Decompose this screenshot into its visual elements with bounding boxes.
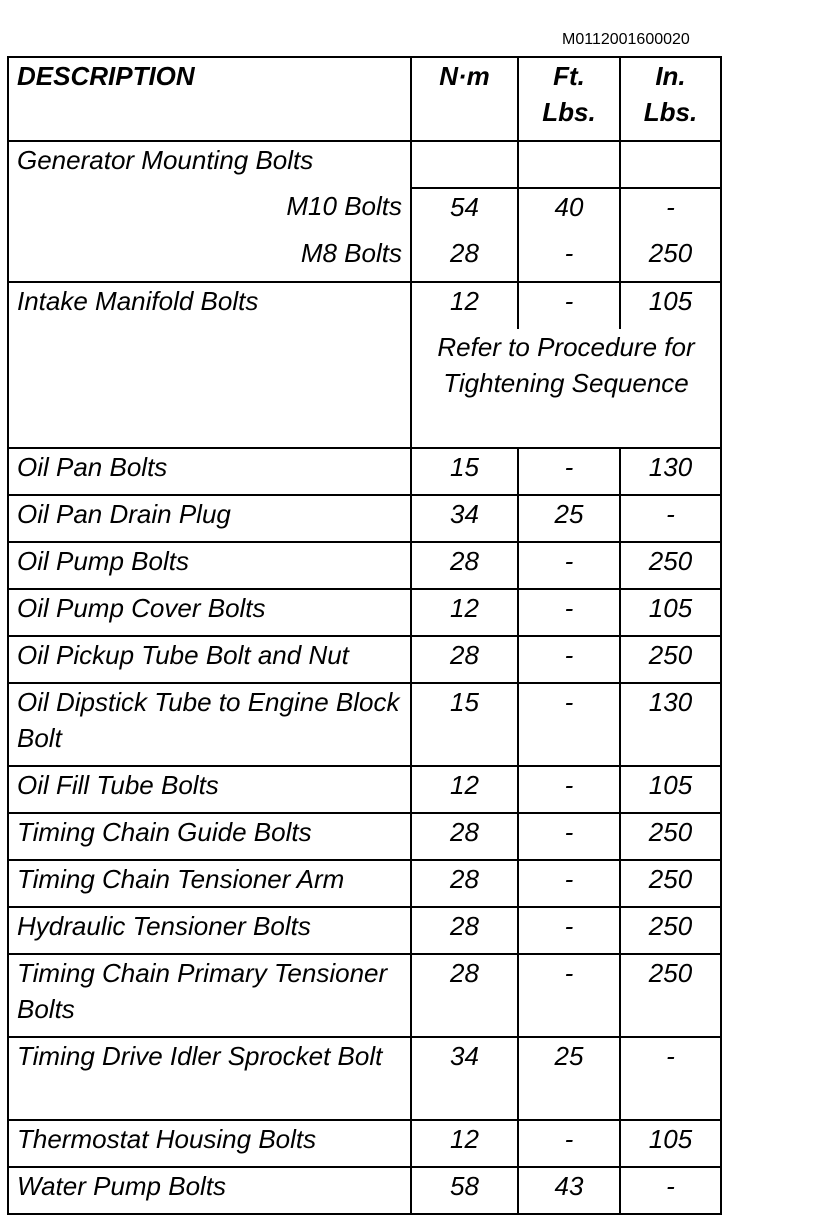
row-ft-lbs: -: [518, 282, 620, 329]
table-row: [8, 542, 721, 589]
table-row: [8, 282, 721, 329]
row-description: Timing Drive Idler Sprocket Bolt: [8, 1037, 411, 1120]
row-nm: 28: [411, 954, 518, 1037]
row-in-lbs: 105: [620, 282, 721, 329]
table-row: [8, 813, 721, 860]
row-nm: 28: [411, 813, 518, 860]
row-ft-lbs: -: [518, 683, 620, 766]
header-row: [8, 57, 721, 141]
row-in-lbs: -: [620, 1167, 721, 1214]
row-nm: 28: [411, 235, 518, 282]
row-description: Oil Pan Bolts: [8, 448, 411, 495]
row-description: Oil Pickup Tube Bolt and Nut: [8, 636, 411, 683]
row-in-lbs: 250: [620, 542, 721, 589]
table-row: [8, 448, 721, 495]
row-ft-lbs: 25: [518, 1037, 620, 1120]
row-ft-lbs: 43: [518, 1167, 620, 1214]
header-ft-lbs: Ft. Lbs.: [518, 57, 620, 141]
row-description: Timing Chain Tensioner Arm: [8, 860, 411, 907]
row-description: Thermostat Housing Bolts: [8, 1120, 411, 1167]
row-in-lbs: 250: [620, 860, 721, 907]
table-row: [8, 954, 721, 1037]
table-row: [8, 589, 721, 636]
row-in-lbs: 250: [620, 813, 721, 860]
row-description: Oil Pan Drain Plug: [8, 495, 411, 542]
row-description: Timing Chain Guide Bolts: [8, 813, 411, 860]
torque-specification-table: [7, 56, 722, 1215]
row-ft-lbs: -: [518, 235, 620, 282]
table-row: [8, 1037, 721, 1120]
table-row: [8, 495, 721, 542]
row-description: Oil Pump Cover Bolts: [8, 589, 411, 636]
row-ft-lbs: -: [518, 907, 620, 954]
row-in-lbs: 105: [620, 589, 721, 636]
row-description: Timing Chain Primary Tensioner Bolts: [8, 954, 411, 1037]
row-ft-lbs: -: [518, 448, 620, 495]
row-ft-lbs: -: [518, 860, 620, 907]
table-row: [8, 188, 721, 235]
row-ft-lbs: -: [518, 766, 620, 813]
row-nm: 58: [411, 1167, 518, 1214]
row-description: Oil Fill Tube Bolts: [8, 766, 411, 813]
header-description: DESCRIPTION: [8, 57, 411, 141]
header-nm: N·m: [411, 57, 518, 141]
row-in-lbs: -: [620, 188, 721, 235]
row-ft-lbs: -: [518, 1120, 620, 1167]
row-description: M8 Bolts: [8, 235, 411, 282]
table-row: [8, 907, 721, 954]
row-in-lbs: 130: [620, 683, 721, 766]
row-nm: 12: [411, 282, 518, 329]
procedure-note: Refer to Procedure for Tightening Sequence: [411, 329, 721, 448]
row-nm: 28: [411, 860, 518, 907]
row-nm: 15: [411, 448, 518, 495]
row-ft-lbs: 25: [518, 495, 620, 542]
row-nm: 15: [411, 683, 518, 766]
table-row: [8, 1167, 721, 1214]
row-description: Oil Pump Bolts: [8, 542, 411, 589]
row-ft-lbs: -: [518, 636, 620, 683]
row-ft-lbs: -: [518, 589, 620, 636]
row-in-lbs: -: [620, 495, 721, 542]
row-nm: 12: [411, 1120, 518, 1167]
row-description: Water Pump Bolts: [8, 1167, 411, 1214]
row-nm: 12: [411, 766, 518, 813]
table-row: [8, 141, 721, 188]
row-ft-lbs: 40: [518, 188, 620, 235]
row-in-lbs: 250: [620, 907, 721, 954]
row-nm: 34: [411, 495, 518, 542]
table-row: [8, 1120, 721, 1167]
table-row: [8, 636, 721, 683]
row-in-lbs: 250: [620, 954, 721, 1037]
row-description: Generator Mounting Bolts: [8, 141, 411, 188]
row-in-lbs: 130: [620, 448, 721, 495]
table-row: [8, 235, 721, 282]
row-description: M10 Bolts: [8, 188, 411, 235]
row-nm: 28: [411, 542, 518, 589]
row-nm: 28: [411, 907, 518, 954]
row-in-lbs: 105: [620, 1120, 721, 1167]
row-in-lbs: 105: [620, 766, 721, 813]
row-in-lbs: 250: [620, 235, 721, 282]
row-nm: 28: [411, 636, 518, 683]
row-in-lbs: -: [620, 1037, 721, 1120]
row-description: Oil Dipstick Tube to Engine Block Bolt: [8, 683, 411, 766]
table-row: [8, 860, 721, 907]
row-ft-lbs: -: [518, 954, 620, 1037]
figure-reference-code: M0112001600020: [562, 31, 690, 48]
table-row: [8, 766, 721, 813]
row-nm: 34: [411, 1037, 518, 1120]
table-row: [8, 683, 721, 766]
header-in-lbs: In. Lbs.: [620, 57, 721, 141]
row-ft-lbs: -: [518, 813, 620, 860]
row-nm: 12: [411, 589, 518, 636]
row-in-lbs: 250: [620, 636, 721, 683]
row-description: Hydraulic Tensioner Bolts: [8, 907, 411, 954]
row-description: Intake Manifold Bolts: [8, 282, 411, 448]
row-ft-lbs: -: [518, 542, 620, 589]
row-nm: 54: [411, 188, 518, 235]
